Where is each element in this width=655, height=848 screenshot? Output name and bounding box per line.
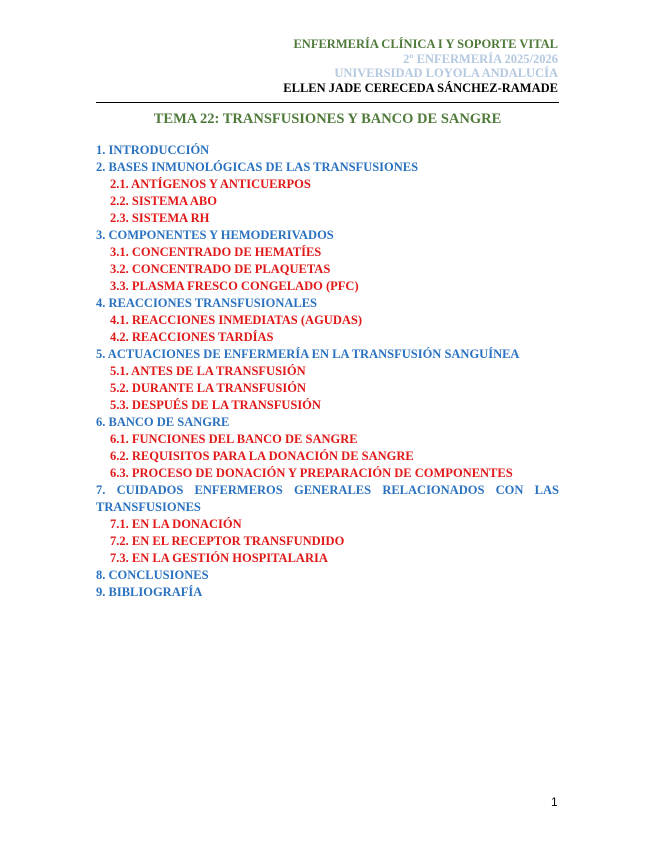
toc-subsection: 3.1. CONCENTRADO DE HEMATÍES	[110, 245, 322, 259]
university-name: UNIVERSIDAD LOYOLA ANDALUCÍA	[334, 66, 558, 80]
toc-section: 4. REACCIONES TRANSFUSIONALES	[96, 296, 318, 310]
toc-section: 7. CUIDADOS ENFERMEROS GENERALES RELACIONADOS CON LAS TRANSFUSIONES	[96, 483, 559, 514]
toc-subsection: 7.2. EN EL RECEPTOR TRANSFUNDIDO	[110, 534, 345, 548]
toc-section: 1. INTRODUCCIÓN	[96, 143, 210, 157]
toc-subsection: 4.2. REACCIONES TARDÍAS	[110, 330, 274, 344]
toc-subsection: 4.1. REACCIONES INMEDIATAS (AGUDAS)	[110, 313, 362, 327]
toc-subsection: 5.3. DESPUÉS DE LA TRANSFUSIÓN	[110, 398, 321, 412]
toc-subsection: 3.2. CONCENTRADO DE PLAQUETAS	[110, 262, 331, 276]
page-title: TEMA 22: TRANSFUSIONES Y BANCO DE SANGRE	[153, 111, 502, 127]
toc-section: 5. ACTUACIONES DE ENFERMERÍA EN LA TRANSFUSIÓN SANGUÍNEA	[96, 347, 520, 361]
toc-section: 6. BANCO DE SANGRE	[96, 415, 230, 429]
toc-subsection: 7.1. EN LA DONACIÓN	[110, 517, 242, 531]
academic-year: 2º ENFERMERÍA 2025/2026	[403, 51, 558, 66]
toc-subsection: 5.1. ANTES DE LA TRANSFUSIÓN	[110, 364, 306, 378]
toc-subsection: 5.2. DURANTE LA TRANSFUSIÓN	[110, 381, 306, 395]
toc-subsection: 2.1. ANTÍGENOS Y ANTICUERPOS	[110, 177, 311, 191]
toc-subsection: 2.2. SISTEMA ABO	[110, 194, 217, 208]
toc-subsection: 3.3. PLASMA FRESCO CONGELADO (PFC)	[110, 279, 359, 293]
toc-subsection: 6.2. REQUISITOS PARA LA DONACIÓN DE SANGRE	[110, 449, 414, 463]
toc-section: 8. CONCLUSIONES	[96, 568, 209, 582]
toc-subsection: 6.1. FUNCIONES DEL BANCO DE SANGRE	[110, 432, 358, 446]
toc-section: 2. BASES INMUNOLÓGICAS DE LAS TRANSFUSIONES	[96, 160, 419, 174]
header-divider	[96, 102, 559, 103]
toc-subsection: 7.3. EN LA GESTIÓN HOSPITALARIA	[110, 551, 328, 565]
table-of-contents	[96, 142, 559, 601]
page-number: 1	[551, 795, 558, 809]
author-name: ELLEN JADE CERECEDA SÁNCHEZ-RAMADE	[283, 80, 558, 95]
toc-subsection: 2.3. SISTEMA RH	[110, 211, 210, 225]
toc-section: 3. COMPONENTES Y HEMODERIVADOS	[96, 228, 334, 242]
toc-subsection: 6.3. PROCESO DE DONACIÓN Y PREPARACIÓN DE COMPONENTES	[110, 466, 513, 480]
course-name: ENFERMERÍA CLÍNICA I Y SOPORTE VITAL	[293, 37, 558, 51]
toc-section: 9. BIBLIOGRAFÍA	[96, 585, 203, 599]
document-header	[283, 37, 558, 95]
